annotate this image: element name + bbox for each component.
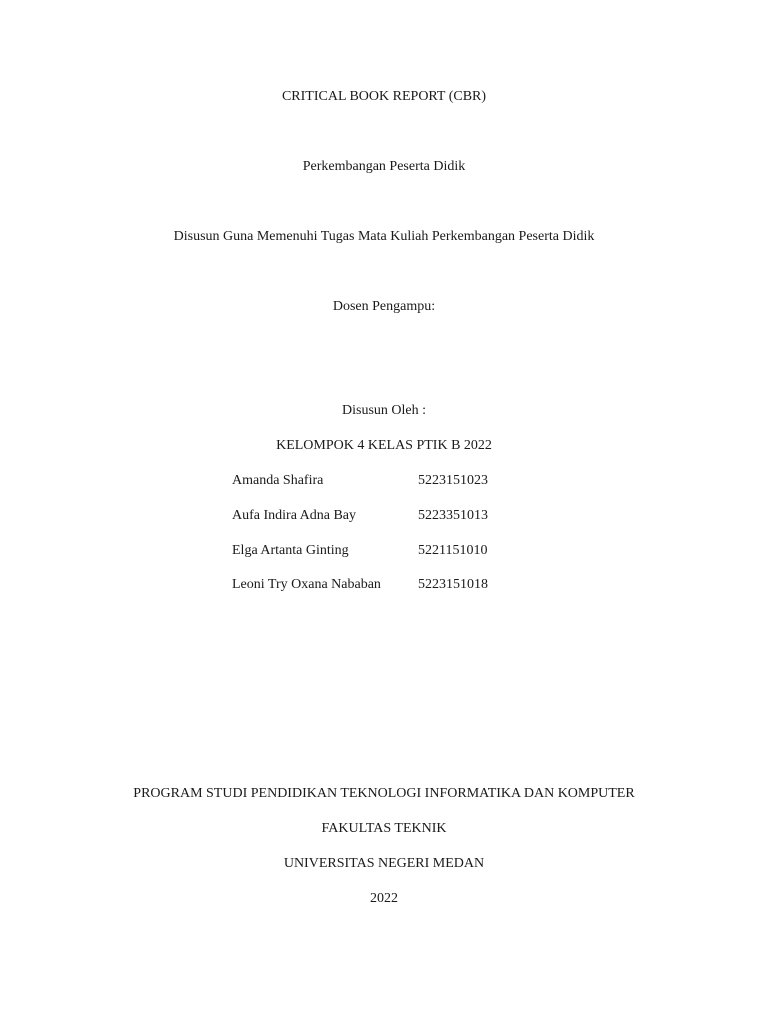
- member-row: [232, 472, 532, 490]
- member-row: [232, 542, 532, 560]
- report-subject: Perkembangan Peserta Didik: [302, 159, 466, 174]
- member-nim: 5223351013: [418, 508, 488, 523]
- member-name: Leoni Try Oxana Nababan: [232, 577, 381, 592]
- report-year: 2022: [370, 891, 398, 906]
- member-nim: 5223151023: [418, 473, 488, 488]
- member-nim: 5223151018: [418, 577, 488, 592]
- member-name: Elga Artanta Ginting: [232, 543, 349, 558]
- member-name: Aufa Indira Adna Bay: [232, 508, 357, 523]
- report-purpose: Disusun Guna Memenuhi Tugas Mata Kuliah Perkembangan Peserta Didik: [173, 229, 595, 244]
- member-row: [232, 507, 532, 525]
- program-name: PROGRAM STUDI PENDIDIKAN TEKNOLOGI INFORMATIKA DAN KOMPUTER: [133, 786, 635, 801]
- lecturer-label: Dosen Pengampu:: [332, 299, 436, 314]
- member-row: [232, 576, 532, 594]
- faculty-name: FAKULTAS TEKNIK: [321, 821, 447, 836]
- group-label: KELOMPOK 4 KELAS PTIK B 2022: [276, 438, 492, 453]
- university-name: UNIVERSITAS NEGERI MEDAN: [283, 856, 485, 871]
- report-title: CRITICAL BOOK REPORT (CBR): [281, 89, 487, 104]
- member-name: Amanda Shafira: [232, 473, 324, 488]
- authored-by-label: Disusun Oleh :: [342, 403, 426, 418]
- member-nim: 5221151010: [418, 543, 488, 558]
